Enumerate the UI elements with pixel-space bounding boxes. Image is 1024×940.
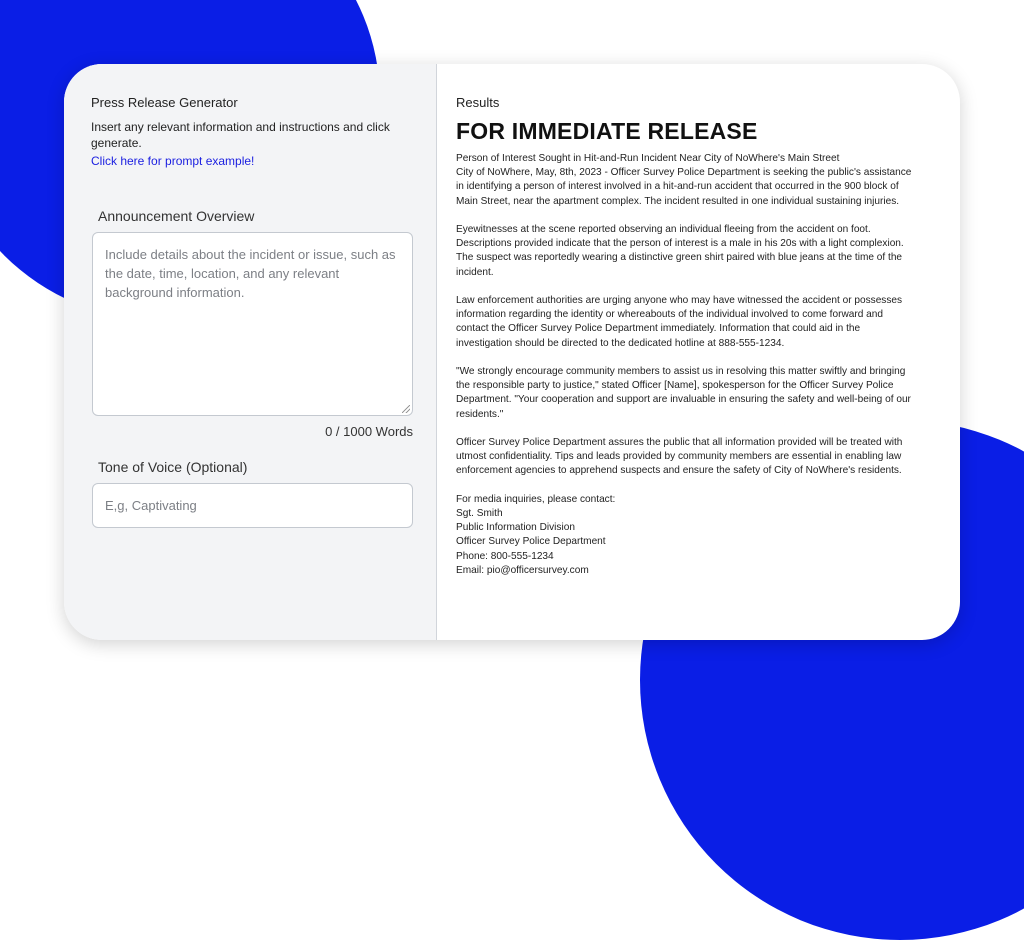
release-paragraph — [456, 152, 918, 209]
release-paragraph-1: City of NoWhere, May, 8th, 2023 - Officer Survey Police Department is seeking the public's assistance in identifying a person of interest involved in a hit-and-run accident that occurred in the 900 block of Main Street, near the apartment complex. The incident resulted in one individual sustaining injuries. — [456, 167, 912, 207]
contact-department: Officer Survey Police Department — [456, 536, 606, 548]
release-paragraph-2: Eyewitnesses at the scene reported observing an individual fleeing from the accident on foot. Descriptions provided indicate that the person of interest is a male in his 20s with a light complexion. The suspect was reportedly wearing a distinctive green shirt paired with blue jeans at the time of the incident. — [456, 224, 904, 278]
tone-of-voice-label: Tone of Voice (Optional) — [98, 459, 248, 475]
results-label: Results — [456, 95, 500, 110]
contact-block — [456, 493, 918, 578]
app-title: Press Release Generator — [91, 95, 238, 110]
release-paragraph-5: Officer Survey Police Department assures the public that all information provided will be treated with utmost confidentiality. Tips and leads provided by community members are essential in enabling law enforcement agencies to apprehend suspects and ensure the safety of City of NoWhere's residents. — [456, 437, 903, 477]
instructions-text: Insert any relevant information and instructions and click generate. — [91, 120, 390, 150]
announcement-overview-label: Announcement Overview — [98, 208, 255, 224]
contact-intro: For media inquiries, please contact: — [456, 493, 616, 505]
announcement-overview-textarea[interactable] — [92, 232, 413, 416]
resize-grip-icon[interactable] — [402, 405, 410, 413]
release-paragraph-4: "We strongly encourage community members to assist us in resolving this matter swiftly and bringing the responsible party to justice," stated Officer [Name], spokesperson for the Officer Survey Police Department. "Your cooperation and support are invaluable in ensuring the safety and well-being of our residents." — [456, 366, 911, 420]
contact-phone: Phone: 800-555-1234 — [456, 550, 554, 562]
prompt-example-link[interactable]: Click here for prompt example! — [91, 154, 255, 168]
release-paragraph-3: Law enforcement authorities are urging anyone who may have witnessed the accident or possesses information regarding the identity or whereabouts of the individual involved to come forward and contact the Officer Survey Police Department immediately. Information that could aid in the investigation should be directed to the dedicated hotline at 888-555-1234. — [456, 295, 903, 349]
release-headline: Person of Interest Sought in Hit-and-Run Incident Near City of NoWhere's Main Street — [456, 153, 840, 164]
contact-name: Sgt. Smith — [456, 508, 503, 519]
input-panel — [64, 64, 437, 640]
release-body — [456, 152, 918, 592]
contact-email: Email: pio@officersurvey.com — [456, 564, 589, 576]
tone-of-voice-input[interactable] — [92, 483, 413, 528]
app-card — [64, 64, 960, 640]
tone-of-voice-placeholder: E,g, Captivating — [105, 498, 197, 513]
word-counter: 0 / 1000 Words — [325, 424, 413, 439]
contact-division: Public Information Division — [456, 522, 575, 534]
results-panel — [437, 64, 960, 640]
release-heading: FOR IMMEDIATE RELEASE — [456, 118, 758, 144]
announcement-overview-placeholder: Include details about the incident or issue, such as the date, time, location, and any relevant background information. — [105, 247, 396, 300]
